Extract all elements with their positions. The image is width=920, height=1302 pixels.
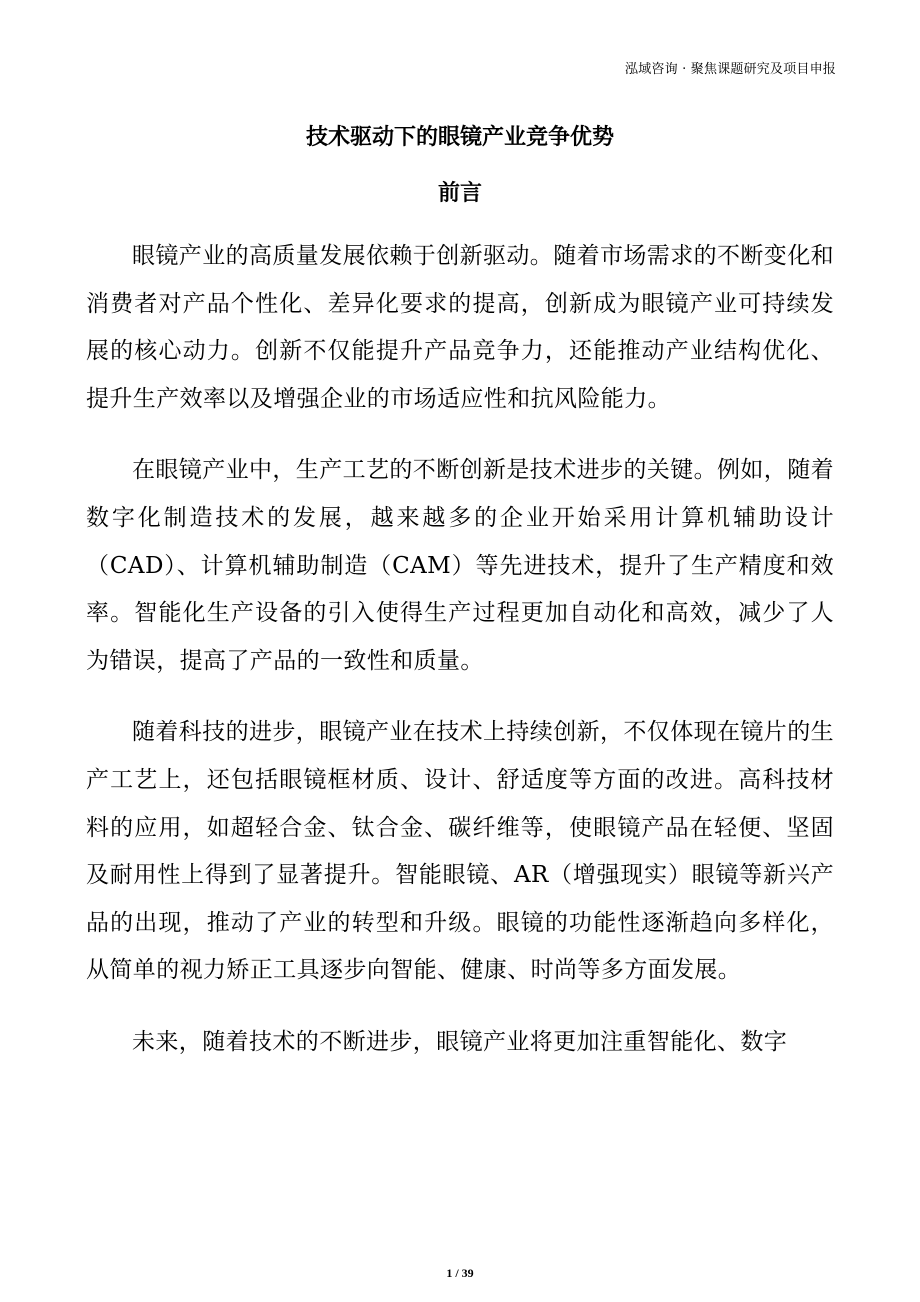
paragraph-1: 眼镜产业的高质量发展依赖于创新驱动。随着市场需求的不断变化和消费者对产品个性化、差异化要求的提高，创新成为眼镜产业可持续发展的核心动力。创新不仅能提升产品竞争力，还能推动产业结构优化、提升生产效率以及增强企业的市场适应性和抗风险能力。 xyxy=(86,243,834,412)
document-title: 技术驱动下的眼镜产业竞争优势 xyxy=(305,125,614,150)
paragraph-2: 在眼镜产业中，生产工艺的不断创新是技术进步的关键。例如，随着数字化制造技术的发展，越来越多的企业开始采用计算机辅助设计（CAD）、计算机辅助制造（CAM）等先进技术，提升了生产精度和效率。智能化生产设备的引入使得生产过程更加自动化和高效，减少了人为错误，提高了产品的一致性和质量。 xyxy=(86,457,834,674)
body-text xyxy=(86,233,834,1091)
header-brand-line: 泓域咨询 · 聚焦课题研究及项目申报 xyxy=(625,62,836,77)
paragraph-3: 随着科技的进步，眼镜产业在技术上持续创新，不仅体现在镜片的生产工艺上，还包括眼镜框材质、设计、舒适度等方面的改进。高科技材料的应用，如超轻合金、钛合金、碳纤维等，使眼镜产品在轻便、坚固及耐用性上得到了显著提升。智能眼镜、AR（增强现实）眼镜等新兴产品的出现，推动了产业的转型和升级。眼镜的功能性逐渐趋向多样化，从简单的视力矫正工具逐步向智能、健康、时尚等多方面发展。 xyxy=(86,719,834,984)
section-title-preface: 前言 xyxy=(437,181,482,206)
paragraph-4: 未来，随着技术的不断进步，眼镜产业将更加注重智能化、数字 xyxy=(132,1028,788,1055)
page-number: 1 / 39 xyxy=(446,1266,474,1280)
